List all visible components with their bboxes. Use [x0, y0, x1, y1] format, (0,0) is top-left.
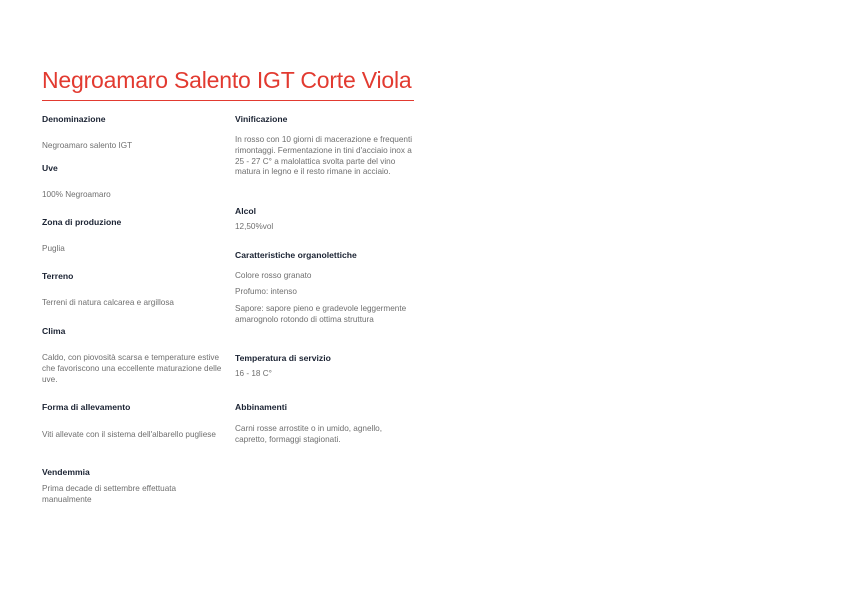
label-temperatura: Temperatura di servizio [235, 353, 331, 363]
label-caratteristiche: Caratteristiche organolettiche [235, 250, 357, 260]
label-forma-allevamento: Forma di allevamento [42, 402, 131, 412]
value-alcol: 12,50%vol [235, 222, 274, 231]
label-terreno: Terreno [42, 271, 74, 281]
value-denominazione: Negroamaro salento IGT [42, 141, 133, 150]
label-alcol: Alcol [235, 206, 257, 216]
label-abbinamenti: Abbinamenti [235, 402, 288, 412]
value-terreno: Terreni di natura calcarea e argillosa [42, 298, 174, 307]
label-uve: Uve [42, 163, 58, 173]
label-denominazione: Denominazione [42, 114, 106, 124]
value-profumo: Profumo: intenso [235, 287, 297, 296]
value-temperatura: 16 - 18 C° [235, 369, 272, 378]
value-abbinamenti: Carni rosse arrostite o in umido, agnello, capretto, formaggi stagionati. [235, 424, 382, 444]
value-clima: Caldo, con piovosità scarsa e temperature estive che favoriscono una eccellente maturazione delle uve. [42, 353, 222, 384]
value-vinificazione: In rosso con 10 giorni di macerazione e frequenti rimontaggi. Fermentazione in tini d'acciaio inox a 25 - 27 C° a malolattica svolta parte del vino matura in legno e il resto rimane in acciaio. [235, 135, 413, 177]
label-vendemmia: Vendemmia [42, 467, 90, 477]
value-colore: Colore rosso granato [235, 271, 312, 280]
value-vendemmia: Prima decade di settembre effettuata manualmente [42, 484, 177, 504]
label-vinificazione: Vinificazione [235, 114, 288, 124]
page-title: Negroamaro Salento IGT Corte Viola [42, 67, 412, 93]
title-divider [42, 100, 414, 101]
value-zona-produzione: Puglia [42, 244, 65, 253]
value-forma-allevamento: Viti allevate con il sistema dell'albarello pugliese [42, 430, 216, 439]
value-uve: 100% Negroamaro [42, 190, 111, 199]
label-clima: Clima [42, 326, 66, 336]
label-zona-produzione: Zona di produzione [42, 217, 122, 227]
value-sapore: Sapore: sapore pieno e gradevole leggermente amarognolo rotondo di ottima struttura [235, 304, 407, 324]
